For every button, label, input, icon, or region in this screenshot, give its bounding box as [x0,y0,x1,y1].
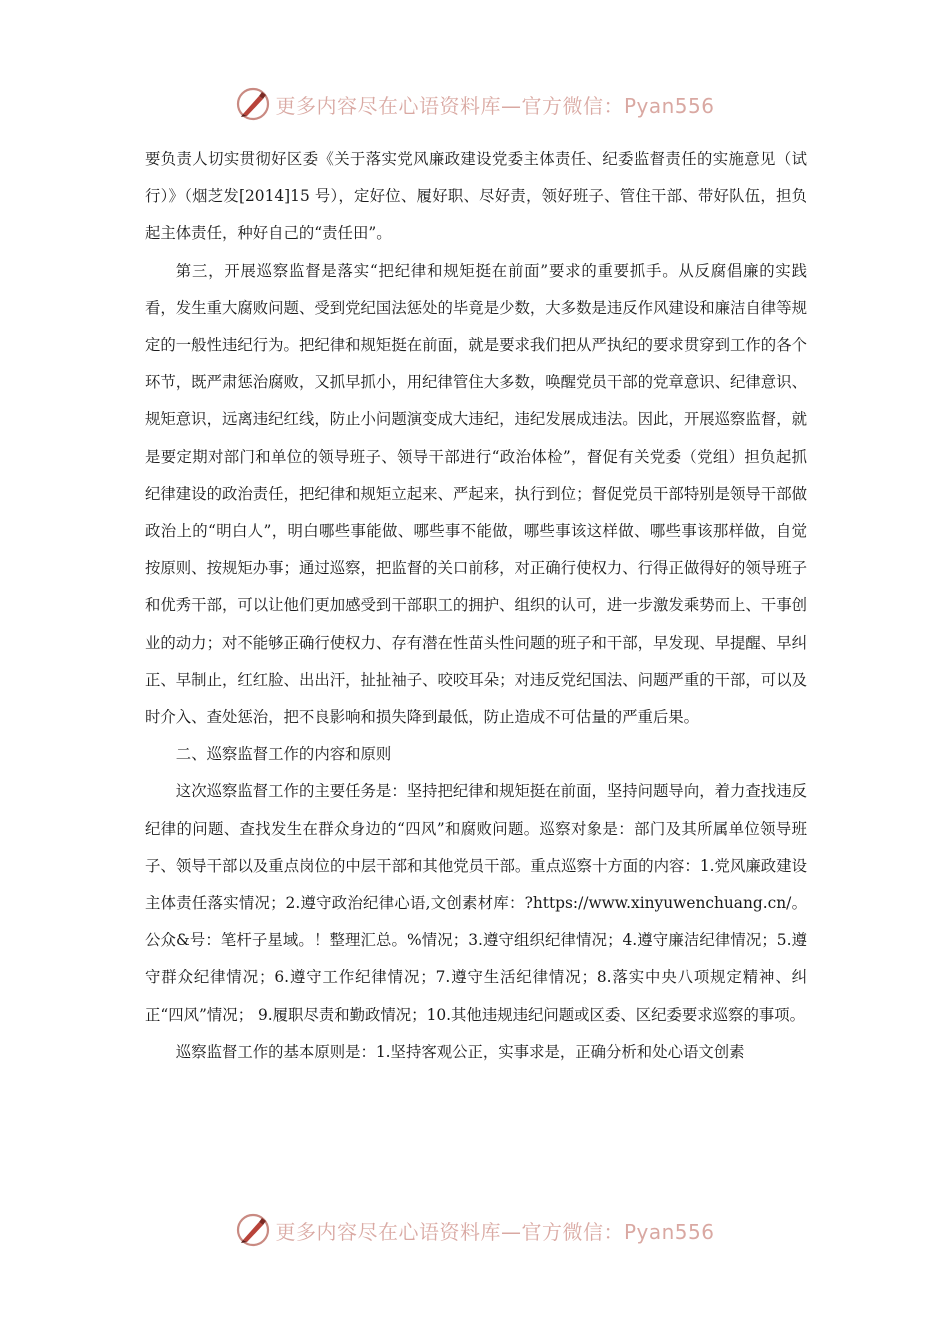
section-heading: 二、巡察监督工作的内容和原则 [175,745,392,764]
header-watermark-text: 更多内容尽在心语资料库—官方微信：Pyan556 [275,93,715,118]
pen-logo-icon [235,86,271,122]
paragraph-2: 第三，开展巡察监督是落实“把纪律和规矩挺在前面”要求的重要抓手。从反腐倡廉的实践看，发生重大腐败问题、受到党纪国法惩处的毕竟是少数，大多数是违反作风建设和廉洁自律等规定的一般性违纪行为。把纪律和规矩挺在前面，就是要求我们把从严执纪的要求贯穿到工作的各个环节，既严肃惩治腐败，又抓早抓小，用纪律管住大多数，唤醒党员干部的党章意识、纪律意识、规矩意识，远离违纪红线，防止小问题演变成大违纪，违纪发展成违法。因此，开展巡察监督，就是要定期对部门和单位的领导班子、领导干部进行“政治体检”，督促有关党委（党组）担负起抓纪律建设的政治责任，把纪律和规矩立起来、严起来，执行到位；督促党员干部特别是领导干部做政治上的“明白人”，明白哪些事能做、哪些事不能做，哪些事该这样做、哪些事该那样做，自觉按原则、按规矩办事；通过巡察，把监督的关口前移，对正确行使权力、行得正做得好的领导班子和优秀干部，可以让他们更加感受到干部职工的拥护、组织的认可，进一步激发乘势而上、干事创业的动力；对不能够正确行使权力、存有潜在性苗头性问题的班子和干部，早发现、早提醒、早纠正、早制止，红红脸、出出汗，扯扯袖子、咬咬耳朵；对违反党纪国法、问题严重的干部，可以及时介入、查处惩治，把不良影响和损失降到最低，防止造成不可估量的严重后果。 [145,261,807,727]
document-body [145,141,807,1071]
header-watermark-banner [0,82,950,126]
footer-watermark-text: 更多内容尽在心语资料库—官方微信：Pyan556 [275,1219,715,1244]
paragraph-4: 巡察监督工作的基本原则是：1.坚持客观公正，实事求是，正确分析和处心语文创素 [175,1042,745,1061]
footer-watermark-banner [0,1208,950,1252]
paragraph-1: 要负责人切实贯彻好区委《关于落实党风廉政建设党委主体责任、纪委监督责任的实施意见（试行）》（烟芝发[2014]15 号），定好位、履好职、尽好责，领好班子、管住干部、带好队伍，担负起主体责任，种好自己的“责任田”。 [145,150,807,243]
pen-logo-icon [235,1212,271,1248]
paragraph-3: 这次巡察监督工作的主要任务是：坚持把纪律和规矩挺在前面，坚持问题导向，着力查找违反纪律的问题、查找发生在群众身边的“四风”和腐败问题。巡察对象是：部门及其所属单位领导班子、领导干部以及重点岗位的中层干部和其他党员干部。重点巡察十方面的内容：1.党风廉政建设主体责任落实情况；2.遵守政治纪律心语,文创素材库：?https://www.xinyuwenchuang.cn/。公众&号：笔杆子星域。！整理汇总。%情况；3.遵守组织纪律情况；4.遵守廉洁纪律情况；5.遵守群众纪律情况；6.遵守工作纪律情况；7.遵守生活纪律情况；8.落实中央八项规定精神、纠正“四风”情况； 9.履职尽责和勤政情况；10.其他违规违纪问题或区委、区纪委要求巡察的事项。 [145,782,807,1024]
